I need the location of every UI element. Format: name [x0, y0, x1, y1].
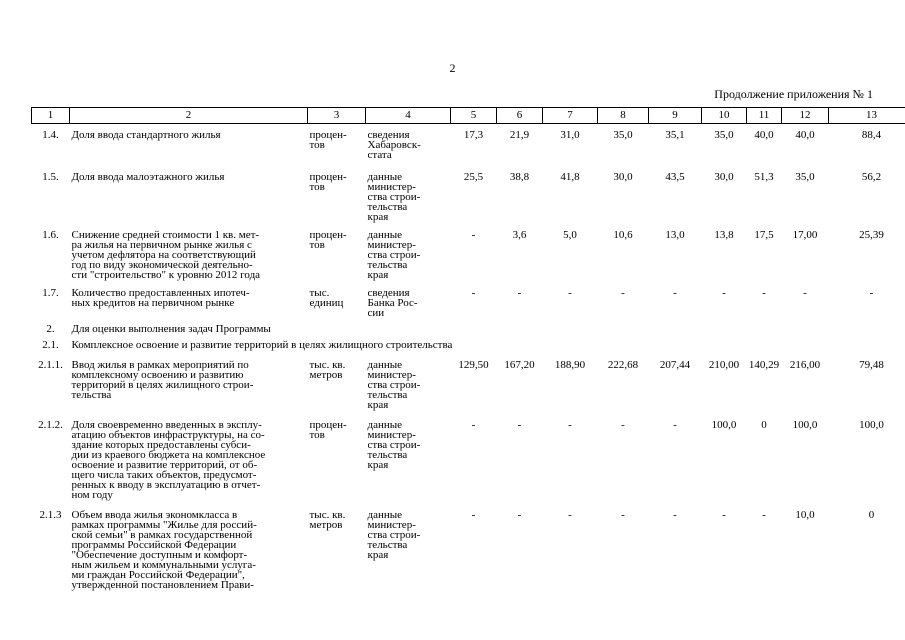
value-cell: - [517, 419, 522, 431]
value-cell: - [568, 287, 572, 299]
header-cell: 11 [747, 108, 782, 124]
header-cell: 9 [649, 108, 702, 124]
value-cell: 30,0 [714, 171, 734, 183]
unit-cell: процен- тов [309, 419, 347, 441]
header-cell: 13 [829, 108, 905, 124]
header-cell: 7 [543, 108, 598, 124]
source-cell: данные министер- ства строи- тельства края [367, 229, 421, 281]
value-cell: - [722, 287, 726, 299]
value-cell: - [471, 229, 476, 241]
value-cell: 40,0 [795, 129, 815, 141]
value-cell: - [673, 287, 677, 299]
indicator-name: Количество предоставленных ипотеч- ных кредитов на первичном рынке [71, 287, 250, 309]
source-cell: данные министер- ства строи- тельства края [367, 419, 421, 471]
value-cell: 40,0 [754, 129, 774, 141]
value-cell: - [568, 419, 572, 431]
value-cell: 10,0 [795, 509, 815, 521]
value-cell: 56,2 [861, 171, 882, 183]
value-cell: 35,0 [795, 171, 815, 183]
value-cell: 41,8 [560, 171, 580, 183]
value-cell: 167,20 [504, 359, 535, 371]
value-cell: - [673, 509, 677, 521]
table-row [32, 340, 905, 350]
value-cell: - [621, 509, 625, 521]
value-cell: 13,0 [665, 229, 685, 241]
value-cell: 13,8 [714, 229, 734, 241]
value-cell: 5,0 [563, 229, 577, 241]
value-cell: - [471, 287, 476, 299]
section-title: Комплексное освоение и развитие территорий в целях жилищного строительства [71, 339, 453, 351]
indicator-name: Снижение средней стоимости 1 кв. мет- ра жилья на первичном рынке жилья с учетом дефлятора на соответствующий год по виду экономической деятельно- сти "строительство" к уровню 2012 года [71, 229, 261, 281]
value-cell: 100,0 [859, 419, 884, 431]
value-cell: 140,29 [748, 359, 780, 371]
header-cell: 4 [366, 108, 451, 124]
header-cell: 5 [451, 108, 497, 124]
indicator-name: Ввод жилья в рамках мероприятий по комплексному освоению и развитию территорий в целях жилищного строи- тельства [71, 359, 254, 401]
value-cell: 51,3 [754, 171, 774, 183]
table-row [32, 360, 905, 410]
value-cell: 35,1 [665, 129, 685, 141]
value-cell: 17,00 [792, 229, 818, 241]
source-cell: данные министер- ства строи- тельства края [367, 359, 421, 411]
value-cell: - [869, 287, 874, 299]
value-cell: - [517, 509, 522, 521]
unit-cell: процен- тов [309, 229, 347, 251]
indicator-table [31, 107, 905, 590]
value-cell: 25,39 [859, 229, 884, 241]
value-cell: 216,00 [789, 359, 821, 371]
value-cell: 222,68 [607, 359, 639, 371]
value-cell: 210,00 [708, 359, 740, 371]
value-cell: 129,50 [458, 359, 489, 371]
value-cell: 38,8 [509, 171, 530, 183]
value-cell: - [621, 419, 625, 431]
value-cell: 35,0 [613, 129, 633, 141]
row-number: 1.7. [42, 287, 59, 299]
header-cell: 3 [308, 108, 366, 124]
value-cell: - [762, 287, 766, 299]
value-cell: 79,48 [859, 359, 884, 371]
indicator-name: Доля ввода стандартного жилья [71, 129, 221, 141]
indicator-name: Доля ввода малоэтажного жилья [71, 171, 225, 183]
row-number: 1.6. [42, 229, 59, 241]
row-number: 2.1.3 [39, 509, 62, 521]
table-row [32, 172, 905, 222]
header-cell: 1 [32, 108, 70, 124]
unit-cell: тыс. единиц [309, 287, 344, 309]
indicator-name: Доля своевременно введенных в эксплу- атацию объектов инфраструктуры, на со- здание которых предоставлены субси- дии из краевого бюджета на комплексное освоение и развитие территорий, от об- щего числа таких объектов, предусмот- ренных к вводу в эксплуатацию в отчет- ном году [71, 419, 266, 501]
row-number: 1.5. [42, 171, 59, 183]
table-row [32, 130, 905, 160]
row-number: 2.1.2. [38, 419, 63, 431]
source-cell: сведения Хабаровск- стата [367, 129, 421, 161]
table-header-row [32, 108, 905, 124]
value-cell: 35,0 [714, 129, 734, 141]
value-cell: 10,6 [613, 229, 633, 241]
indicator-name: Объем ввода жилья экономкласса в рамках программы "Жилье для россий- ской семьи" в рамках государственной программы Российской Федерации "Обеспечение доступным и комфорт- ным жильем и коммунальными услуга- ми граждан Российской Федерации", утвержденной постановлением Прави- [71, 509, 257, 591]
value-cell: - [568, 509, 572, 521]
table-row [32, 510, 905, 590]
value-cell: 0 [761, 419, 767, 431]
unit-cell: тыс. кв. метров [309, 359, 346, 381]
row-number: 2.1.1. [38, 359, 63, 371]
header-cell: 6 [497, 108, 543, 124]
value-cell: 17,5 [754, 229, 774, 241]
row-number: 2. [46, 323, 55, 335]
value-cell: 17,3 [463, 129, 484, 141]
unit-cell: процен- тов [309, 129, 347, 151]
table-row [32, 288, 905, 318]
value-cell: - [471, 509, 476, 521]
table-row [32, 324, 905, 334]
header-cell: 12 [782, 108, 829, 124]
header-cell: 2 [70, 108, 308, 124]
page-number: 2 [449, 61, 456, 75]
table-row [32, 230, 905, 280]
value-cell: 30,0 [613, 171, 633, 183]
section-title: Для оценки выполнения задач Программы [71, 323, 271, 335]
value-cell: 207,44 [659, 359, 691, 371]
source-cell: сведения Банка Рос- сии [367, 287, 418, 319]
value-cell: 25,5 [463, 171, 484, 183]
value-cell: 0 [868, 509, 875, 521]
unit-cell: тыс. кв. метров [309, 509, 346, 531]
continuation-title: Продолжение приложения № 1 [714, 87, 873, 101]
value-cell: - [673, 419, 677, 431]
source-cell: данные министер- ства строи- тельства края [367, 509, 421, 561]
value-cell: 21,9 [509, 129, 530, 141]
value-cell: - [762, 509, 766, 521]
value-cell: - [517, 287, 522, 299]
unit-cell: процен- тов [309, 171, 347, 193]
value-cell: - [722, 509, 726, 521]
row-number: 2.1. [42, 339, 59, 351]
value-cell: 100,0 [711, 419, 737, 431]
value-cell: 43,5 [665, 171, 685, 183]
table-row [32, 420, 905, 500]
value-cell: 100,0 [792, 419, 818, 431]
value-cell: 3,6 [512, 229, 527, 241]
value-cell: - [621, 287, 625, 299]
value-cell: 88,4 [861, 129, 882, 141]
value-cell: 188,90 [554, 359, 586, 371]
source-cell: данные министер- ства строи- тельства края [367, 171, 421, 223]
header-cell: 8 [598, 108, 649, 124]
value-cell: - [471, 419, 476, 431]
header-cell: 10 [702, 108, 747, 124]
value-cell: 31,0 [560, 129, 580, 141]
value-cell: - [803, 287, 807, 299]
row-number: 1.4. [42, 129, 59, 141]
